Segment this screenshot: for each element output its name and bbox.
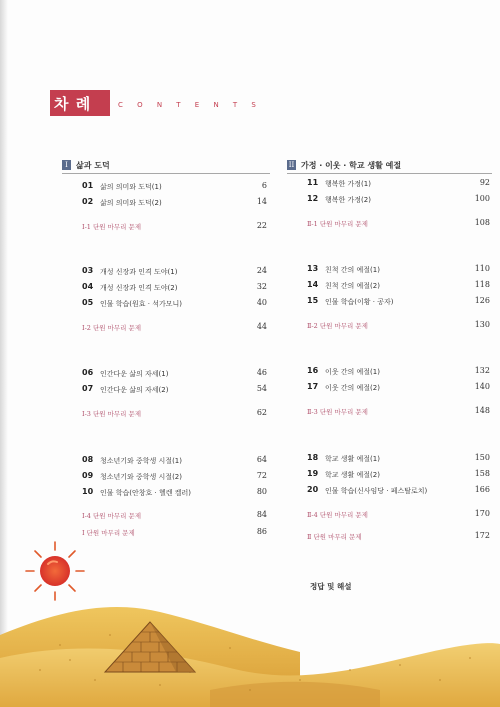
entry-page: 92 <box>479 178 490 187</box>
toc-entry[interactable] <box>82 181 267 193</box>
entry-title: 청소년기와 중학생 시절(1) <box>100 457 182 465</box>
entry-number: 09 <box>82 471 94 480</box>
toc-entry[interactable] <box>82 384 267 396</box>
entry-title: 이웃 간의 예절(1) <box>325 368 380 376</box>
entry-title: 인간다운 삶의 자세(2) <box>100 386 169 394</box>
desert-illustration <box>0 540 500 707</box>
entry-page: 32 <box>256 282 267 291</box>
unit-review-title: Ⅱ-3 단원 마무리 문제 <box>307 408 368 416</box>
entry-title: 삶의 의미와 도덕(1) <box>100 183 162 191</box>
toc-entry[interactable] <box>307 296 490 308</box>
entry-number: 07 <box>82 384 94 393</box>
toc-entry[interactable] <box>82 266 267 278</box>
entry-page: 126 <box>474 296 490 305</box>
answer-key-link[interactable]: 정답 및 해설 <box>310 582 352 591</box>
entry-page: 166 <box>474 485 490 494</box>
entry-page: 72 <box>256 471 267 480</box>
entry-page: 54 <box>256 384 267 393</box>
entry-title: 삶의 의미와 도덕(2) <box>100 199 162 207</box>
entry-title: 친척 간의 예절(1) <box>325 266 380 274</box>
unit-review-title: Ⅰ-1 단원 마무리 문제 <box>82 223 142 231</box>
section-2-title: 가정 · 이웃 · 학교 생활 예절 <box>301 161 402 170</box>
entry-page: 62 <box>256 408 267 417</box>
page-title: 차 례 <box>54 95 92 113</box>
unit-review-title: Ⅱ-1 단원 마무리 문제 <box>307 220 368 228</box>
entry-number: 19 <box>307 469 319 478</box>
entry-page: 132 <box>474 366 490 375</box>
entry-page: 46 <box>256 368 267 377</box>
entry-number: 11 <box>307 178 319 187</box>
toc-entry[interactable] <box>307 178 490 190</box>
unit-review-entry[interactable] <box>82 322 267 334</box>
entry-page: 130 <box>474 320 490 329</box>
entry-number: 02 <box>82 197 94 206</box>
entry-page: 148 <box>474 406 490 415</box>
section-2-divider <box>287 173 492 174</box>
entry-page: 172 <box>474 531 490 540</box>
entry-title: 개성 신장과 인격 도야(1) <box>100 268 178 276</box>
toc-entry[interactable] <box>82 455 267 467</box>
entry-page: 170 <box>474 509 490 518</box>
entry-number: 05 <box>82 298 94 307</box>
entry-page: 24 <box>256 266 267 275</box>
page-subtitle: C O N T E N T S <box>118 101 262 109</box>
unit-review-title: Ⅰ-3 단원 마무리 문제 <box>82 410 142 418</box>
entry-title: 행복한 가정(2) <box>325 196 371 204</box>
unit-review-entry[interactable] <box>307 320 490 332</box>
unit-review-entry[interactable] <box>307 218 490 230</box>
entry-number: 13 <box>307 264 319 273</box>
entry-page: 110 <box>474 264 490 273</box>
toc-entry[interactable] <box>307 280 490 292</box>
entry-number: 15 <box>307 296 319 305</box>
section-2-number-badge: II <box>288 161 295 169</box>
entry-page: 118 <box>474 280 490 289</box>
entry-title: 이웃 간의 예절(2) <box>325 384 380 392</box>
unit-review-title: Ⅰ-2 단원 마무리 문제 <box>82 324 142 332</box>
entry-page: 84 <box>256 510 267 519</box>
entry-title: 인물 학습(신사임당 · 페스탈로치) <box>325 487 428 495</box>
entry-number: 01 <box>82 181 94 190</box>
section-1-divider <box>62 173 270 174</box>
entry-title: 학교 생활 예절(2) <box>325 471 380 479</box>
entry-page: 14 <box>256 197 267 206</box>
toc-entry[interactable] <box>307 264 490 276</box>
toc-entry[interactable] <box>82 298 267 310</box>
toc-entry[interactable] <box>307 469 490 481</box>
entry-page: 40 <box>256 298 267 307</box>
entry-page: 44 <box>256 322 267 331</box>
toc-entry[interactable] <box>82 471 267 483</box>
entry-title: 개성 신장과 인격 도야(2) <box>100 284 178 292</box>
unit-review-entry[interactable] <box>82 408 267 420</box>
entry-page: 158 <box>474 469 490 478</box>
toc-entry[interactable] <box>82 282 267 294</box>
sun-icon <box>26 542 84 600</box>
toc-entry[interactable] <box>82 368 267 380</box>
entry-number: 14 <box>307 280 319 289</box>
entry-number: 08 <box>82 455 94 464</box>
entry-number: 06 <box>82 368 94 377</box>
unit-review-title: Ⅰ-4 단원 마무리 문제 <box>82 512 142 520</box>
entry-number: 16 <box>307 366 319 375</box>
entry-title: 학교 생활 예절(1) <box>325 455 380 463</box>
entry-number: 20 <box>307 485 319 494</box>
toc-entry[interactable] <box>307 382 490 394</box>
toc-entry[interactable] <box>82 487 267 499</box>
unit-review-title: Ⅱ 단원 마무리 문제 <box>307 533 362 541</box>
entry-number: 17 <box>307 382 319 391</box>
entry-page: 150 <box>474 453 490 462</box>
entry-title: 인간다운 삶의 자세(1) <box>100 370 169 378</box>
entry-number: 03 <box>82 266 94 275</box>
entry-page: 100 <box>474 194 490 203</box>
unit-review-entry[interactable] <box>307 509 490 521</box>
toc-entry[interactable] <box>82 197 267 209</box>
entry-title: 인물 학습(원효 · 석가모니) <box>100 300 182 308</box>
entry-page: 86 <box>256 527 267 536</box>
entry-number: 04 <box>82 282 94 291</box>
desert-dunes <box>0 607 500 707</box>
toc-entry[interactable] <box>307 366 490 378</box>
entry-page: 22 <box>256 221 267 230</box>
unit-review-entry[interactable] <box>82 221 267 233</box>
entry-page: 6 <box>261 181 267 190</box>
unit-review-title: Ⅰ 단원 마무리 문제 <box>82 529 135 537</box>
unit-review-title: Ⅱ-4 단원 마무리 문제 <box>307 511 368 519</box>
entry-page: 140 <box>474 382 490 391</box>
unit-review-entry[interactable] <box>307 406 490 418</box>
entry-title: 청소년기와 중학생 시절(2) <box>100 473 182 481</box>
entry-title: 친척 간의 예절(2) <box>325 282 380 290</box>
toc-entry[interactable] <box>307 194 490 206</box>
unit-review-entry[interactable] <box>82 527 267 539</box>
section-1-number-badge: I <box>62 160 71 170</box>
entry-number: 18 <box>307 453 319 462</box>
unit-review-entry[interactable] <box>82 510 267 522</box>
entry-page: 80 <box>256 487 267 496</box>
toc-entry[interactable] <box>307 453 490 465</box>
entry-page: 64 <box>256 455 267 464</box>
entry-number: 12 <box>307 194 319 203</box>
entry-title: 행복한 가정(1) <box>325 180 371 188</box>
toc-entry[interactable] <box>307 485 490 497</box>
entry-number: 10 <box>82 487 94 496</box>
entry-page: 108 <box>474 218 490 227</box>
entry-title: 인물 학습(이황 · 공자) <box>325 298 394 306</box>
entry-title: 인물 학습(안창호 · 헬렌 켈러) <box>100 489 191 497</box>
section-1-title: 삶과 도덕 <box>76 161 110 170</box>
unit-review-title: Ⅱ-2 단원 마무리 문제 <box>307 322 368 330</box>
